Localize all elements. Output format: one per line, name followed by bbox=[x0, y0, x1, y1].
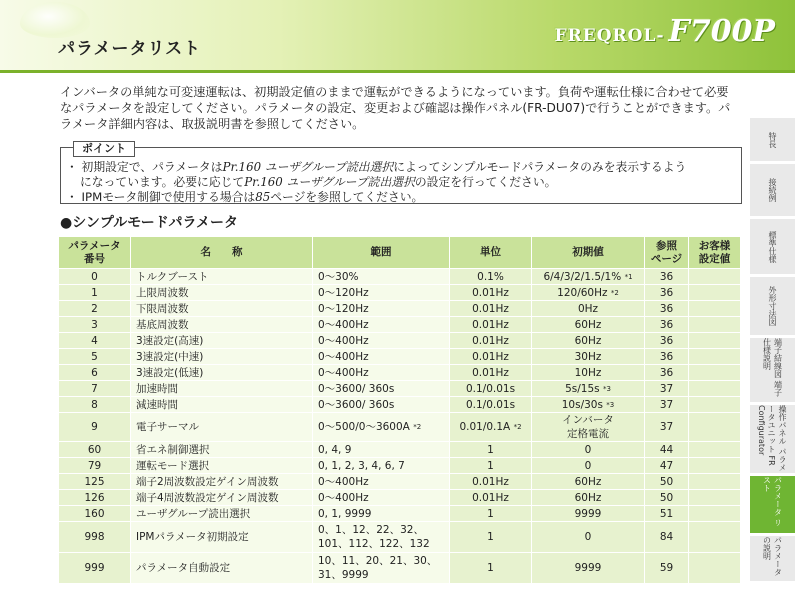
param-initial: 0Hz bbox=[532, 301, 645, 317]
param-number: 8 bbox=[59, 397, 131, 413]
param-name: 基底周波数 bbox=[131, 317, 313, 333]
param-number: 160 bbox=[59, 506, 131, 522]
param-number: 5 bbox=[59, 349, 131, 365]
param-name: 下限周波数 bbox=[131, 301, 313, 317]
param-number: 1 bbox=[59, 285, 131, 301]
param-ref-page: 36 bbox=[645, 269, 689, 285]
table-row bbox=[59, 349, 741, 365]
param-customer-value bbox=[689, 506, 741, 522]
page-header bbox=[0, 0, 795, 73]
param-customer-value bbox=[689, 474, 741, 490]
param-name: 省エネ制御選択 bbox=[131, 442, 313, 458]
side-tab[interactable]: 外形寸法図 bbox=[750, 277, 795, 338]
param-customer-value bbox=[689, 333, 741, 349]
table-row bbox=[59, 285, 741, 301]
param-unit: 0.01Hz bbox=[450, 333, 532, 349]
param-number: 60 bbox=[59, 442, 131, 458]
param-number: 0 bbox=[59, 269, 131, 285]
param-ref-page: 50 bbox=[645, 474, 689, 490]
table-row bbox=[59, 442, 741, 458]
table-row bbox=[59, 553, 741, 584]
param-range: 0～400Hz bbox=[313, 490, 450, 506]
param-range: 0～500/0～3600A *2 bbox=[313, 413, 450, 442]
param-ref-page: 59 bbox=[645, 553, 689, 584]
param-initial: 60Hz bbox=[532, 490, 645, 506]
param-customer-value bbox=[689, 442, 741, 458]
param-initial: 9999 bbox=[532, 553, 645, 584]
param-range: 10、11、20、21、30、 31、9999 bbox=[313, 553, 450, 584]
param-unit: 1 bbox=[450, 442, 532, 458]
param-initial: 5s/15s *3 bbox=[532, 381, 645, 397]
point-line-1: ・ 初期設定で、パラメータはPr.160 ユーザグループ読出選択によってシンプルモードパラメータのみを表示するよう bbox=[66, 160, 687, 174]
param-initial: 60Hz bbox=[532, 474, 645, 490]
param-unit: 0.01Hz bbox=[450, 317, 532, 333]
header-initial: 初期値 bbox=[532, 237, 645, 269]
param-number: 7 bbox=[59, 381, 131, 397]
table-row bbox=[59, 317, 741, 333]
section-title: ●シンプルモードパラメータ bbox=[60, 215, 239, 231]
side-tab[interactable]: パラメータ の説明 bbox=[750, 536, 795, 584]
side-tab[interactable]: 接続例 bbox=[750, 164, 795, 219]
param-number: 79 bbox=[59, 458, 131, 474]
header-unit: 単位 bbox=[450, 237, 532, 269]
param-name: 3速設定(高速) bbox=[131, 333, 313, 349]
param-customer-value bbox=[689, 458, 741, 474]
logo-prefix: FREQROL- bbox=[554, 26, 665, 46]
param-unit: 1 bbox=[450, 553, 532, 584]
param-range: 0～400Hz bbox=[313, 365, 450, 381]
param-range: 0～400Hz bbox=[313, 349, 450, 365]
side-tab[interactable]: 特長 bbox=[750, 118, 795, 164]
param-ref-page: 36 bbox=[645, 317, 689, 333]
param-range: 0～3600/ 360s bbox=[313, 397, 450, 413]
param-range: 0～120Hz bbox=[313, 301, 450, 317]
param-customer-value bbox=[689, 269, 741, 285]
param-initial: 120/60Hz *2 bbox=[532, 285, 645, 301]
param-customer-value bbox=[689, 553, 741, 584]
header-range: 範囲 bbox=[313, 237, 450, 269]
param-ref-page: 36 bbox=[645, 349, 689, 365]
param-range: 0, 1, 2, 3, 4, 6, 7 bbox=[313, 458, 450, 474]
param-initial: 6/4/3/2/1.5/1% *1 bbox=[532, 269, 645, 285]
param-unit: 0.1% bbox=[450, 269, 532, 285]
table-row bbox=[59, 381, 741, 397]
param-customer-value bbox=[689, 301, 741, 317]
param-name: 電子サーマル bbox=[131, 413, 313, 442]
param-customer-value bbox=[689, 490, 741, 506]
param-ref-page: 36 bbox=[645, 365, 689, 381]
param-customer-value bbox=[689, 413, 741, 442]
param-unit: 0.01Hz bbox=[450, 285, 532, 301]
param-name: 端子4周波数設定ゲイン周波数 bbox=[131, 490, 313, 506]
param-name: 3速設定(中速) bbox=[131, 349, 313, 365]
param-ref-page: 36 bbox=[645, 333, 689, 349]
param-customer-value bbox=[689, 317, 741, 333]
param-number: 126 bbox=[59, 490, 131, 506]
point-line-2: になっています。必要に応じてPr.160 ユーザグループ読出選択の設定を行ってください。 bbox=[80, 175, 557, 189]
logo-model: F700P bbox=[668, 14, 775, 49]
param-number: 999 bbox=[59, 553, 131, 584]
param-range: 0～120Hz bbox=[313, 285, 450, 301]
param-name: 上限周波数 bbox=[131, 285, 313, 301]
param-customer-value bbox=[689, 285, 741, 301]
param-ref-page: 36 bbox=[645, 285, 689, 301]
param-number: 2 bbox=[59, 301, 131, 317]
param-unit: 0.1/0.01s bbox=[450, 381, 532, 397]
param-name: トルクブースト bbox=[131, 269, 313, 285]
point-label: ポイント bbox=[73, 141, 135, 157]
page-title: パラメータリスト bbox=[58, 39, 202, 59]
param-number: 998 bbox=[59, 522, 131, 553]
table-row bbox=[59, 333, 741, 349]
param-number: 6 bbox=[59, 365, 131, 381]
param-ref-page: 37 bbox=[645, 413, 689, 442]
table-row bbox=[59, 522, 741, 553]
param-ref-page: 37 bbox=[645, 381, 689, 397]
side-tab[interactable]: 標準仕様 bbox=[750, 219, 795, 277]
table-row bbox=[59, 474, 741, 490]
param-name: ユーザグループ読出選択 bbox=[131, 506, 313, 522]
table-row bbox=[59, 490, 741, 506]
param-unit: 1 bbox=[450, 458, 532, 474]
param-initial: 10Hz bbox=[532, 365, 645, 381]
header-name: 名 称 bbox=[131, 237, 313, 269]
param-ref-page: 51 bbox=[645, 506, 689, 522]
parameter-table bbox=[58, 236, 741, 584]
param-range: 0, 4, 9 bbox=[313, 442, 450, 458]
param-unit: 0.01Hz bbox=[450, 474, 532, 490]
param-initial: 10s/30s *3 bbox=[532, 397, 645, 413]
param-initial: 60Hz bbox=[532, 317, 645, 333]
header-no: パラメータ 番号 bbox=[59, 237, 131, 269]
point-line-3: ・ IPMモータ制御で使用する場合は85ページを参照してください。 bbox=[66, 190, 424, 204]
param-initial: 0 bbox=[532, 442, 645, 458]
side-index-tabs bbox=[750, 118, 795, 584]
param-name: IPMパラメータ初期設定 bbox=[131, 522, 313, 553]
param-ref-page: 37 bbox=[645, 397, 689, 413]
table-row bbox=[59, 365, 741, 381]
header-ref-page: 参照 ページ bbox=[645, 237, 689, 269]
param-unit: 0.1/0.01s bbox=[450, 397, 532, 413]
product-logo bbox=[555, 14, 775, 49]
side-tab[interactable]: 端子結線図 端子仕様説明 bbox=[750, 338, 795, 405]
param-initial: 0 bbox=[532, 458, 645, 474]
param-number: 9 bbox=[59, 413, 131, 442]
param-unit: 0.01Hz bbox=[450, 365, 532, 381]
param-initial: 0 bbox=[532, 522, 645, 553]
param-range: 0～400Hz bbox=[313, 474, 450, 490]
param-range: 0～400Hz bbox=[313, 333, 450, 349]
side-tab[interactable]: 操作パネル パラメータユニット FR Configurator bbox=[750, 405, 795, 476]
table-row bbox=[59, 301, 741, 317]
param-unit: 0.01/0.1A *2 bbox=[450, 413, 532, 442]
param-name: 運転モード選択 bbox=[131, 458, 313, 474]
param-unit: 1 bbox=[450, 522, 532, 553]
param-ref-page: 47 bbox=[645, 458, 689, 474]
param-range: 0, 1, 9999 bbox=[313, 506, 450, 522]
param-name: 減速時間 bbox=[131, 397, 313, 413]
header-customer: お客様 設定値 bbox=[689, 237, 741, 269]
param-ref-page: 36 bbox=[645, 301, 689, 317]
param-name: パラメータ自動設定 bbox=[131, 553, 313, 584]
param-range: 0、1、12、22、32、 101、112、122、132 bbox=[313, 522, 450, 553]
table-row bbox=[59, 397, 741, 413]
param-range: 0～400Hz bbox=[313, 317, 450, 333]
table-row bbox=[59, 413, 741, 442]
param-name: 端子2周波数設定ゲイン周波数 bbox=[131, 474, 313, 490]
param-unit: 0.01Hz bbox=[450, 490, 532, 506]
param-initial: インバータ 定格電流 bbox=[532, 413, 645, 442]
param-customer-value bbox=[689, 397, 741, 413]
param-ref-page: 84 bbox=[645, 522, 689, 553]
param-initial: 60Hz bbox=[532, 333, 645, 349]
param-unit: 0.01Hz bbox=[450, 349, 532, 365]
side-tab[interactable]: パラメータ リスト bbox=[750, 476, 795, 536]
point-text bbox=[66, 160, 736, 205]
param-number: 4 bbox=[59, 333, 131, 349]
table-header-row bbox=[59, 237, 741, 269]
param-ref-page: 50 bbox=[645, 490, 689, 506]
param-range: 0～3600/ 360s bbox=[313, 381, 450, 397]
table-row bbox=[59, 506, 741, 522]
param-number: 3 bbox=[59, 317, 131, 333]
param-customer-value bbox=[689, 522, 741, 553]
leaf-decoration bbox=[20, 2, 90, 38]
param-name: 加速時間 bbox=[131, 381, 313, 397]
param-number: 125 bbox=[59, 474, 131, 490]
param-ref-page: 44 bbox=[645, 442, 689, 458]
table-row bbox=[59, 458, 741, 474]
table-row bbox=[59, 269, 741, 285]
param-unit: 0.01Hz bbox=[450, 301, 532, 317]
param-initial: 30Hz bbox=[532, 349, 645, 365]
param-unit: 1 bbox=[450, 506, 532, 522]
param-name: 3速設定(低速) bbox=[131, 365, 313, 381]
intro-paragraph: インバータの単純な可変速運転は、初期設定値のままで運転ができるようになっています。負荷や運転仕様に合わせて必要なパラメータを設定してください。パラメータの設定、変更および確認は操作パネル(FR-DU07)で行うことができます。パラメータ詳細内容は、取扱説明書を参照してください。 bbox=[60, 85, 731, 131]
param-customer-value bbox=[689, 349, 741, 365]
param-customer-value bbox=[689, 381, 741, 397]
param-initial: 9999 bbox=[532, 506, 645, 522]
param-range: 0～30% bbox=[313, 269, 450, 285]
param-customer-value bbox=[689, 365, 741, 381]
